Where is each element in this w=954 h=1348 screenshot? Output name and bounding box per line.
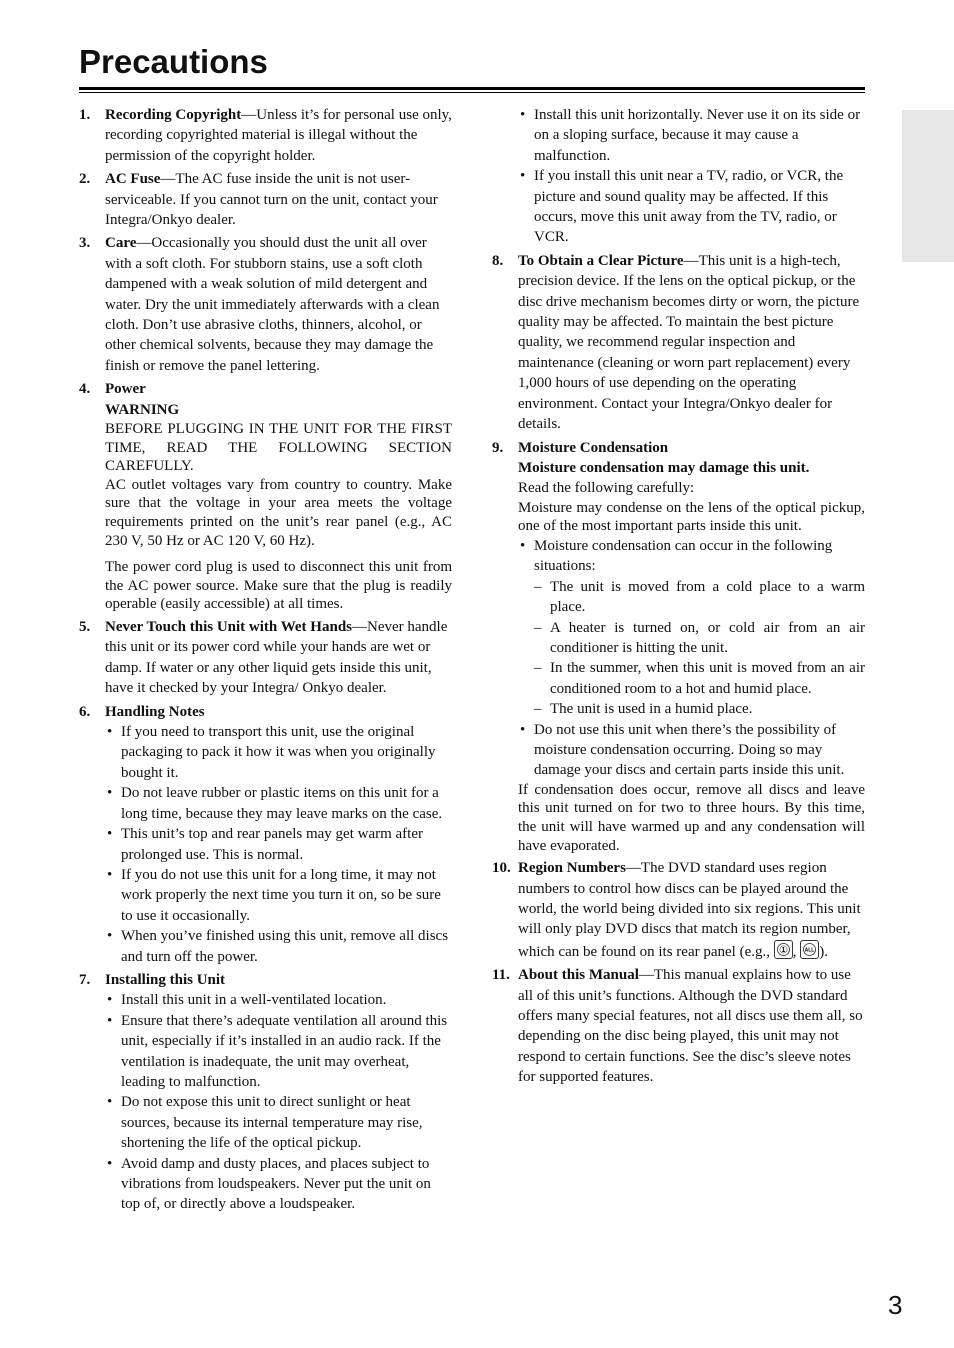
list-item: • If you do not use this unit for a long time, it may not work properly the next time you turn it on, so be sure to use it occasionally. — [105, 865, 452, 926]
title-rule-thick — [79, 87, 865, 90]
situations-list — [534, 577, 865, 720]
item-number: 7. — [79, 971, 91, 988]
installing-list-continued — [492, 105, 865, 248]
list-item: • When you’ve finished using this unit, remove all discs and turn off the power. — [105, 926, 452, 967]
example-prefix: (e.g., — [739, 943, 774, 960]
item-heading: Recording Copyright — [105, 107, 242, 123]
example-separator: , — [792, 943, 801, 960]
list-item: • Do not expose this unit to direct sunlight or heat sources, because its internal temperature may rise, shortening the life of the optical pickup. — [105, 1092, 452, 1153]
item-number: 3. — [79, 235, 91, 252]
condensation-remedy-paragraph: If condensation does occur, remove all discs and leave this unit turned on for two to three hours. By this time, the unit will have warmed up and any condensation will have evaporated. — [518, 781, 865, 854]
svg-text:ALL: ALL — [804, 947, 815, 954]
list-item: • Install this unit in a well-ventilated location. — [105, 990, 452, 1010]
example-suffix: ). — [819, 943, 828, 960]
precaution-item-4 — [79, 379, 452, 614]
precaution-item-11 — [492, 965, 865, 1087]
item-body: —Occasionally you should dust the unit all over with a soft cloth. For stubborn stains, use a soft cloth dampened with a weak solution of mild detergent and water. Dry the unit immediately afterwards with a clean cloth. Don’t use abrasive cloths, thinners, alcohol, or other chemical solvents, because they may damage the finish or remove the panel lettering. — [105, 235, 440, 374]
dash-item: – In the summer, when this unit is moved from an air conditioned room to a hot and humid place. — [534, 658, 865, 699]
list-item: • If you need to transport this unit, use the original packaging to pack it how it was when you originally bought it. — [105, 722, 452, 783]
precaution-item-2 — [79, 169, 452, 230]
dash-item: – The unit is moved from a cold place to a warm place. — [534, 577, 865, 618]
item-line: Read the following carefully: — [518, 480, 695, 497]
precaution-item-6 — [79, 702, 452, 967]
item-number: 5. — [79, 619, 91, 636]
item-heading: Handling Notes — [105, 703, 205, 720]
left-column — [79, 105, 452, 1218]
list-item: • This unit’s top and rear panels may get warm after prolonged use. This is normal. — [105, 824, 452, 865]
precaution-item-7 — [79, 970, 452, 1215]
item-body: —This unit is a high-tech, precision device. If the lens on the optical pickup, or the disc drive mechanism becomes dirty or worn, the picture quality may be affected. To maintain the best picture quality, we recommend regular inspection and maintenance (cleaning or worn part replacement) every 1,000 hours of use depending on the operating environment. Contact your Integra/Onkyo dealer for details. — [518, 252, 860, 433]
list-item-text: • Moisture condensation can occur in the following situations: — [534, 537, 833, 575]
item-number: 8. — [492, 252, 504, 269]
precaution-item-8 — [492, 251, 865, 435]
right-column — [492, 105, 865, 1091]
item-heading: Region Numbers — [518, 860, 626, 877]
precaution-item-9 — [492, 438, 865, 856]
item-heading: Moisture Condensation — [518, 439, 669, 456]
list-item — [518, 536, 865, 720]
dash-item: – A heater is turned on, or cold air from an air conditioner is hitting the unit. — [534, 618, 865, 659]
page-number: 3 — [888, 1290, 903, 1320]
warning-text: BEFORE PLUGGING IN THE UNIT FOR THE FIRST TIME, READ THE FOLLOWING SECTION CAREFULLY. — [105, 421, 452, 475]
handling-notes-list — [105, 722, 452, 967]
item-body: —This manual explains how to use all of this unit’s functions. Although the DVD standard offers many special features, not all discs use them all, so depending on the disc being played, this unit may not respond to certain functions. See the disc’s sleeve notes for supported features. — [518, 967, 863, 1086]
precaution-item-5 — [79, 617, 452, 699]
item-body: —The DVD standard uses region numbers to control how discs can be played around the world, the world being divided into six regions. This unit will only play DVD discs that match its region number, which can be found on its rear panel — [518, 860, 861, 960]
item-heading: Care — [105, 235, 137, 252]
condensation-paragraph: Moisture may condense on the lens of the optical pickup, one of the most important parts inside this unit. — [518, 499, 865, 535]
item-number: 11. — [492, 967, 510, 984]
item-number: 2. — [79, 171, 91, 188]
page-title: Precautions — [79, 43, 268, 80]
section-tab — [902, 110, 954, 262]
item-number: 10. — [492, 860, 511, 877]
power-cord-paragraph: The power cord plug is used to disconnect this unit from the AC power source. Make sure that the plug is readily operable (easily accessible) at all times. — [105, 559, 452, 613]
precaution-item-3 — [79, 233, 452, 376]
list-item: • If you install this unit near a TV, radio, or VCR, the picture and sound quality may be affected. If this occurs, move this unit away from the TV, radio, or VCR. — [518, 166, 865, 248]
condensation-list — [518, 536, 865, 781]
item-body: —Never handle this unit or its power cord while your hands are wet or damp. If water or any other liquid gets inside this unit, have it checked by your Integra/ Onkyo dealer. — [105, 619, 448, 697]
title-rule-thin — [79, 92, 865, 93]
item-subheading: Moisture condensation may damage this unit. — [518, 459, 810, 476]
item-heading: To Obtain a Clear Picture — [518, 252, 684, 269]
svg-text:1: 1 — [781, 946, 786, 954]
region-1-icon — [774, 940, 793, 959]
dash-item: – The unit is used in a humid place. — [534, 699, 865, 719]
item-number: 4. — [79, 381, 91, 398]
list-item: • Ensure that there’s adequate ventilation all around this unit, especially if it’s installed in an audio rack. If the ventilation is inadequate, the unit may overheat, leading to malfunction. — [105, 1011, 452, 1093]
list-item: • Do not leave rubber or plastic items on this unit for a long time, because they may leave marks on the case. — [105, 783, 452, 824]
precaution-item-10 — [492, 858, 865, 962]
warning-heading: WARNING — [105, 401, 180, 418]
item-heading: Power — [105, 381, 146, 398]
item-heading: AC Fuse — [105, 171, 161, 188]
item-body: —The AC fuse inside the unit is not user-serviceable. If you cannot turn on the unit, contact your Integra/Onkyo dealer. — [105, 171, 438, 229]
list-item: • Do not use this unit when there’s the possibility of moisture condensation occurring. Doing so may damage your discs and certain parts inside this unit. — [518, 720, 865, 781]
item-heading: Never Touch this Unit with Wet Hands — [105, 619, 352, 636]
list-item: • Avoid damp and dusty places, and places subject to vibrations from loudspeakers. Never put the unit on top of, or directly above a loudspeaker. — [105, 1154, 452, 1215]
list-item: • Install this unit horizontally. Never use it on its side or on a sloping surface, because it may cause a malfunction. — [518, 105, 865, 166]
precaution-item-1 — [79, 105, 452, 166]
item-body: —Unless it’s for personal use only, recording copyrighted material is illegal without the permission of the copyright holder. — [105, 107, 452, 164]
item-number: 6. — [79, 703, 91, 720]
item-number: 9. — [492, 439, 504, 456]
item-number: 1. — [79, 107, 91, 123]
region-all-icon — [800, 940, 819, 959]
installing-list — [105, 990, 452, 1214]
item-heading: About this Manual — [518, 967, 639, 984]
item-heading: Installing this Unit — [105, 971, 226, 988]
voltage-paragraph: AC outlet voltages vary from country to country. Make sure that the voltage in your area meets the voltage requirements printed on the unit’s rear panel (e.g., AC 230 V, 50 Hz or AC 120 V, 60 Hz). — [105, 476, 452, 549]
